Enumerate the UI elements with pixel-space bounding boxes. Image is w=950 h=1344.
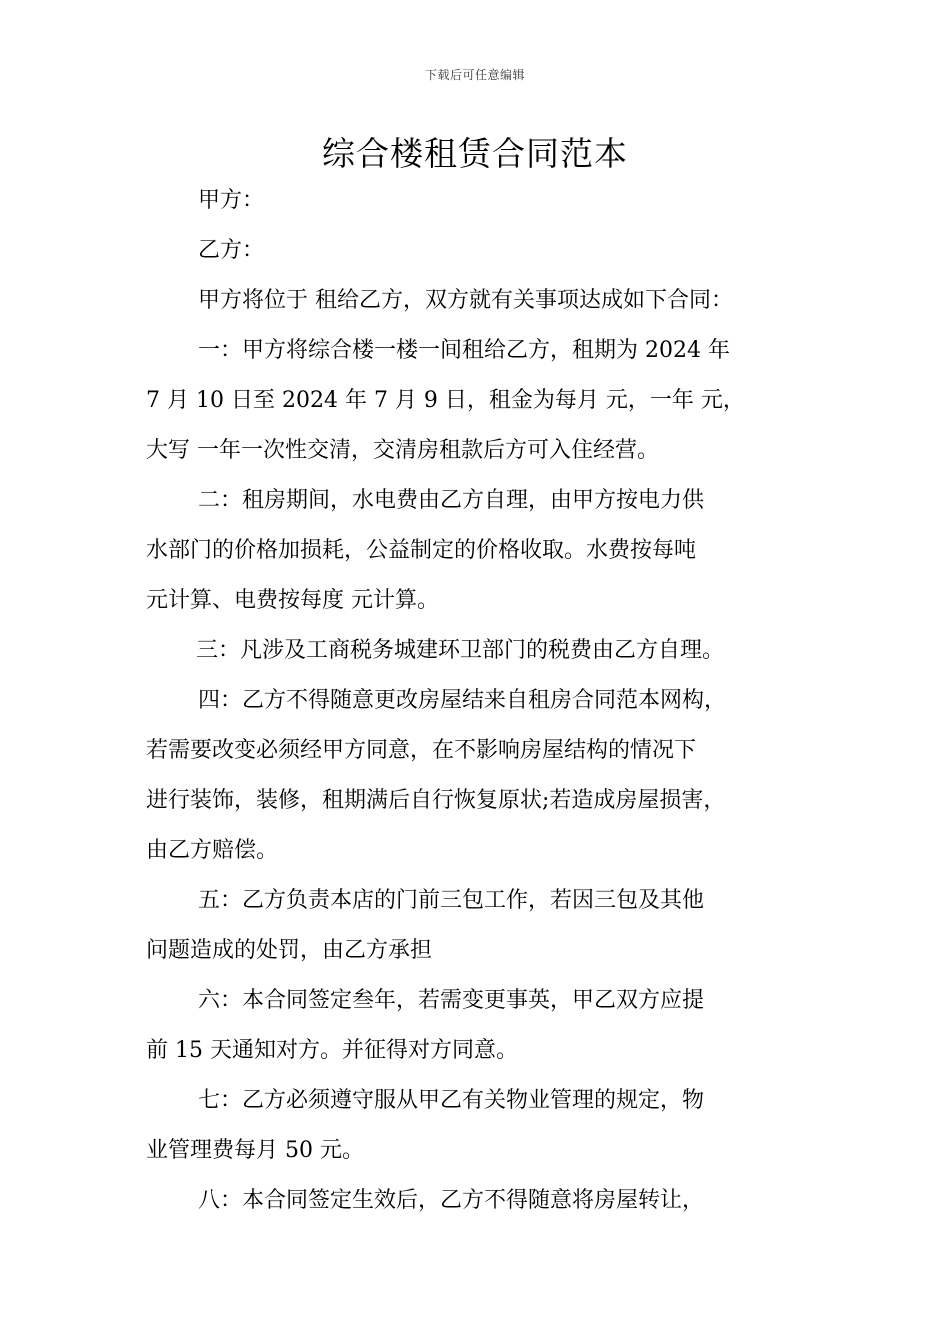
clause-7-line-1: 七：乙方必须遵守服从甲乙有关物业管理的规定，物 [198, 1088, 705, 1113]
clause-4-line-1: 四：乙方不得随意更改房屋结来自租房合同范本网构， [198, 688, 727, 713]
clause-7-line-2: 业管理费每月 50 元。 [146, 1138, 364, 1163]
clause-4-line-4: 由乙方赔偿。 [146, 838, 279, 863]
clause-4-line-3: 进行装饰，装修，租期满后自行恢复原状;若造成房屋损害， [146, 788, 726, 813]
clause-1-line-1: 一：甲方将综合楼一楼一间租给乙方，租期为 2024 年 [198, 338, 730, 363]
clause-6-line-1: 六：本合同签定叁年，若需变更事英，甲乙双方应提 [198, 988, 705, 1013]
header-note: 下载后可任意编辑 [424, 68, 525, 82]
clause-5-line-2: 问题造成的处罚，由乙方承担 [146, 938, 433, 963]
clause-2-line-1: 二：租房期间，水电费由乙方自理，由甲方按电力供 [198, 488, 705, 513]
clause-1-line-2: 7 月 10 日至 2024 年 7 月 9 日，租金为每月 元，一年 元， [146, 388, 745, 413]
party-a-line: 甲方： [198, 188, 265, 213]
clause-6-line-2: 前 15 天通知对方。并征得对方同意。 [146, 1038, 518, 1063]
party-b-line: 乙方： [198, 238, 265, 263]
intro-line: 甲方将位于 租给乙方，双方就有关事项达成如下合同： [198, 288, 733, 313]
clause-4-line-2: 若需要改变必须经甲方同意，在不影响房屋结构的情况下 [146, 738, 697, 763]
clause-1-line-3: 大写 一年一次性交清，交清房租款后方可入住经营。 [146, 438, 659, 463]
clause-2-line-3: 元计算、电费按每度 元计算。 [146, 588, 439, 613]
document-title: 综合楼租赁合同范本 [322, 134, 628, 173]
clause-8-line-1: 八：本合同签定生效后，乙方不得随意将房屋转让， [198, 1188, 705, 1213]
clause-3-line-1: 三：凡涉及工商税务城建环卫部门的税费由乙方自理。 [196, 638, 725, 663]
clause-2-line-2: 水部门的价格加损耗，公益制定的价格收取。水费按每吨 [146, 538, 697, 563]
clause-5-line-1: 五：乙方负责本店的门前三包工作，若因三包及其他 [198, 888, 705, 913]
